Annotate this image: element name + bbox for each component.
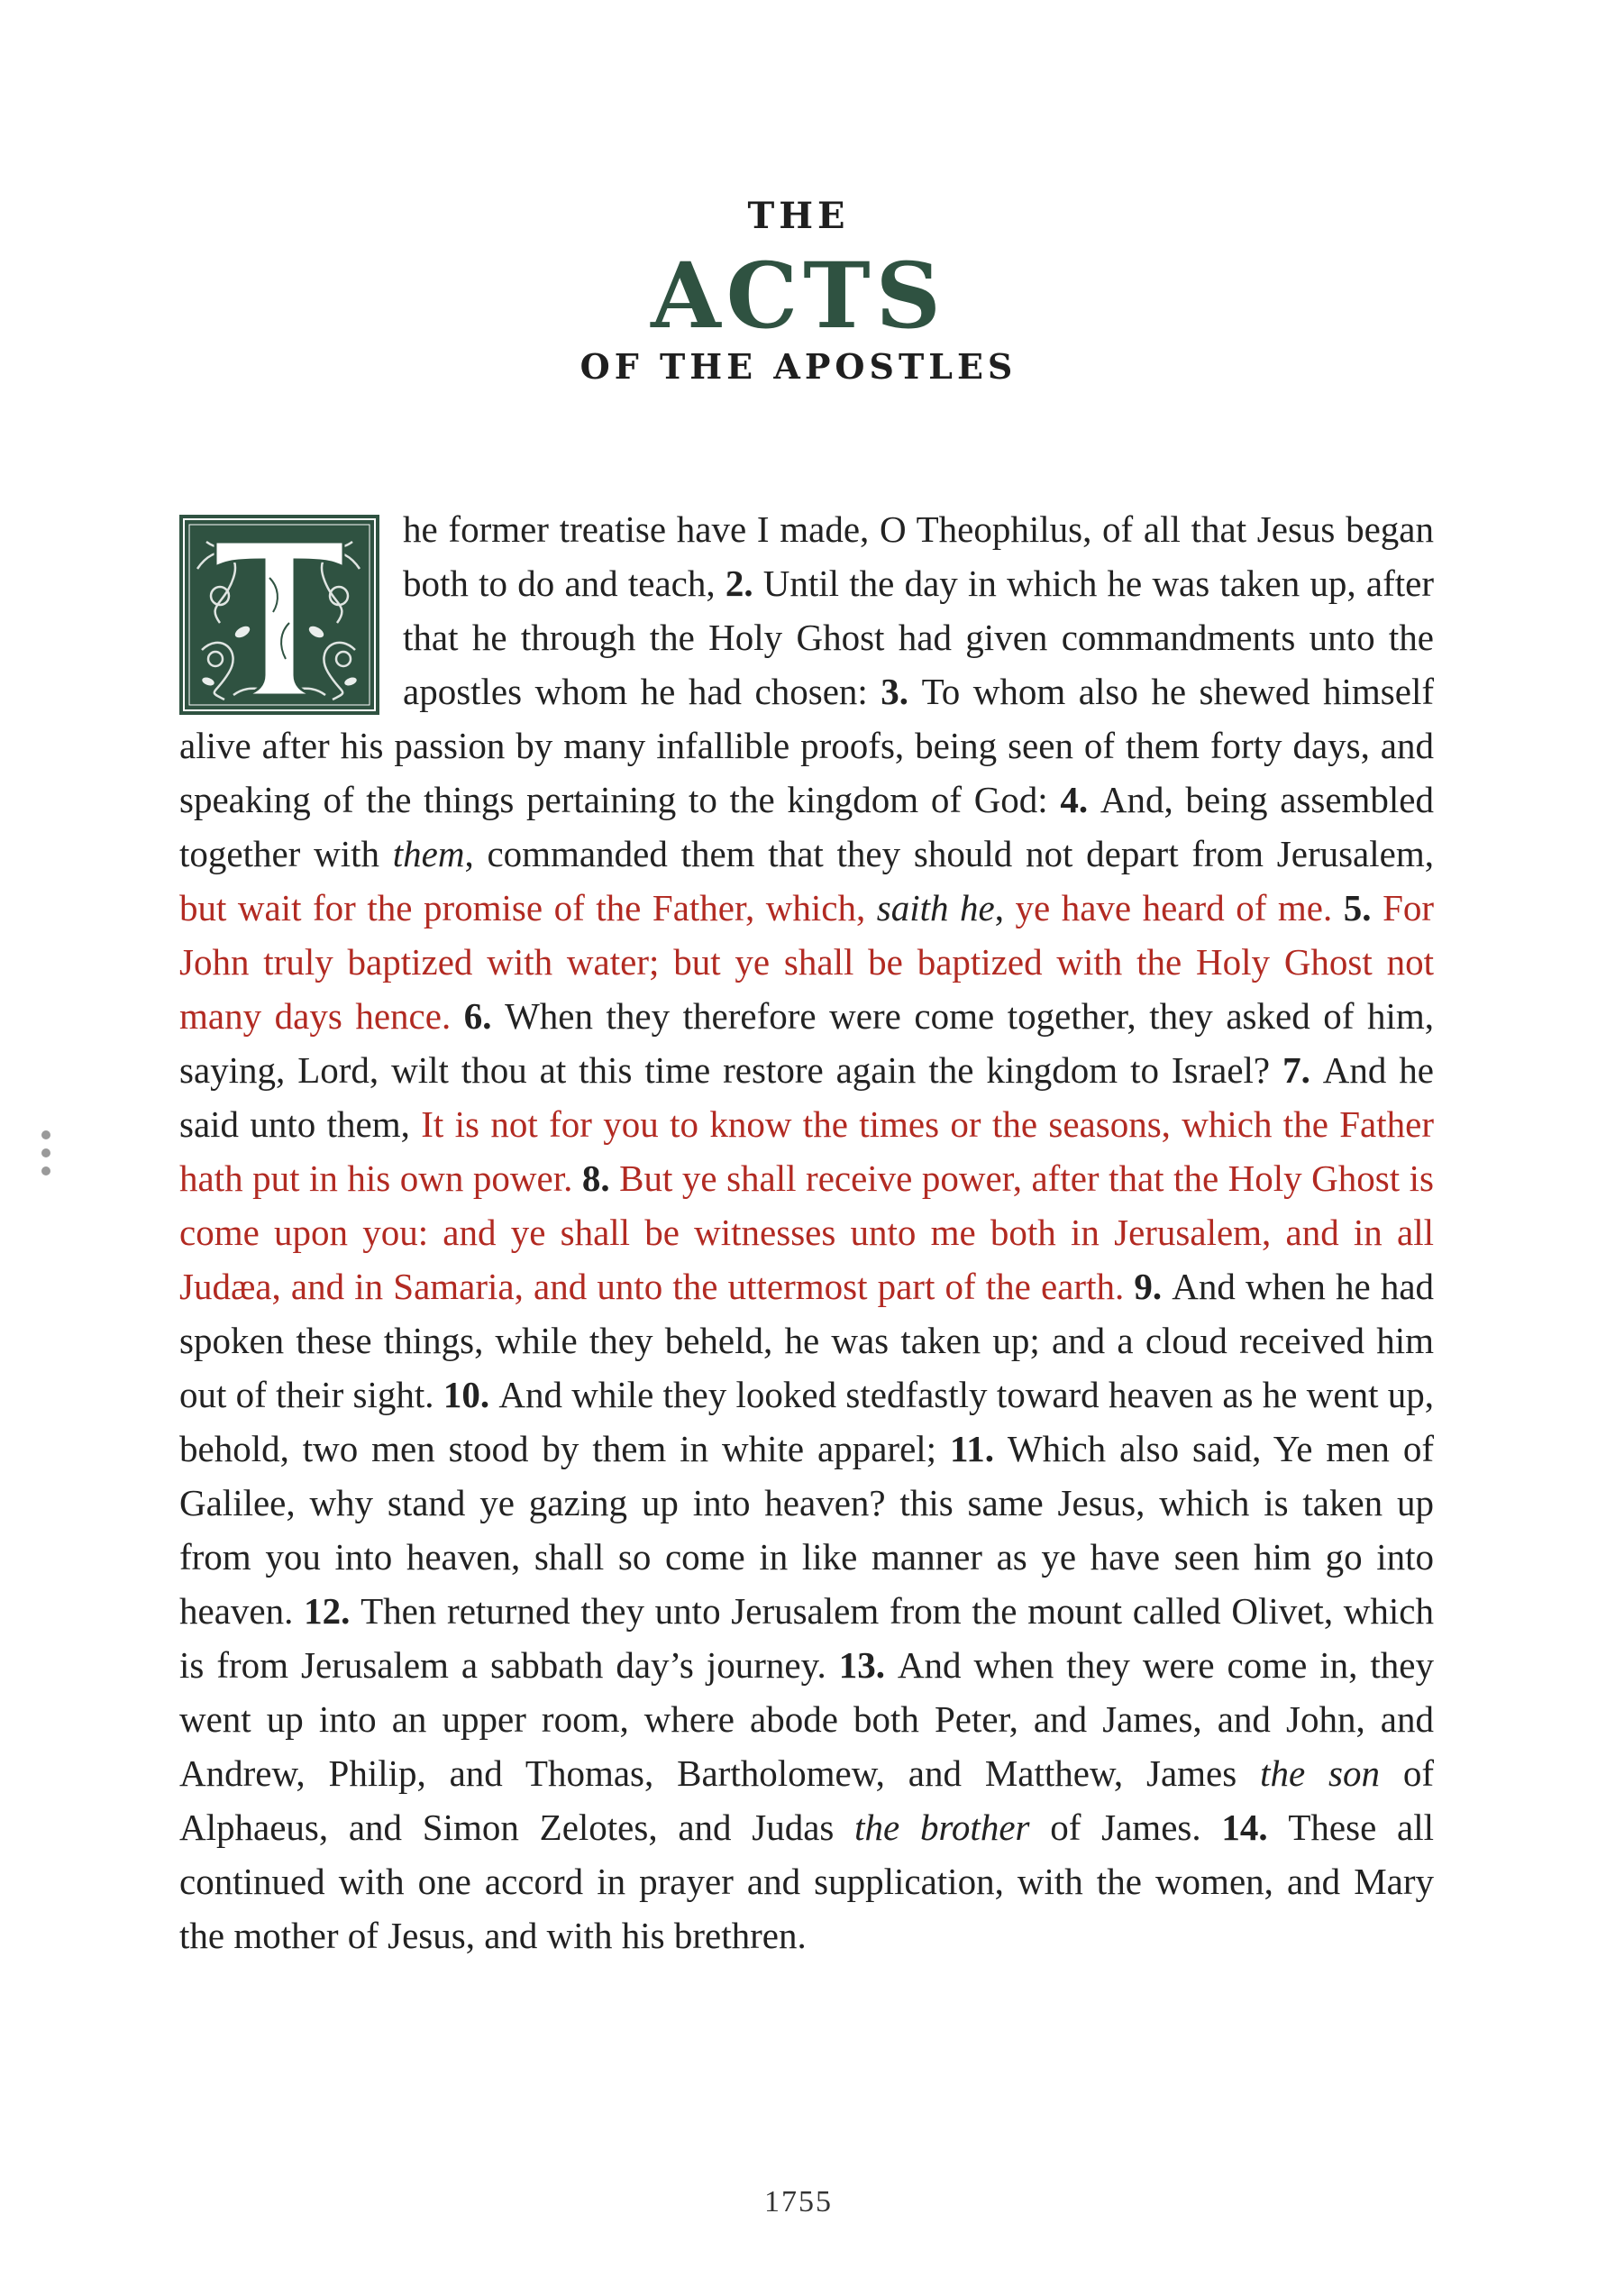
verse-text-segment: Until the day in which he was taken up, after that he through the Holy Ghost had given commandments unto the apostles whom he had chosen: — [403, 563, 1434, 712]
verse-text-segment: And, being assembled together with — [179, 779, 1434, 874]
verse-text-segment — [1332, 887, 1344, 928]
verse-text-segment: And while they looked stedfastly toward heaven as he went up, behold, two men stood by them in white apparel; — [179, 1374, 1435, 1469]
words-of-christ: but wait for the promise of the Father, which, — [179, 887, 877, 928]
verse-number: 9. — [1134, 1266, 1173, 1307]
title-sub: OF THE APOSTLES — [579, 346, 1018, 387]
verse-text-segment: them — [392, 833, 465, 874]
verse-text-segment: , — [994, 887, 1016, 928]
verse-text-segment: And when they were come in, they went up into an upper room, where abode both Peter, and James, and John, and Andrew, Philip, and Thomas, Bartholomew, and Matthew, James — [179, 1644, 1434, 1794]
verse-number: 8. — [581, 1157, 620, 1199]
title-main: ACTS — [651, 242, 946, 349]
verse-number: 12. — [304, 1590, 361, 1632]
verse-text-segment: the son — [1260, 1752, 1380, 1794]
verse-number: 5. — [1343, 887, 1383, 928]
verse-text-segment: Then returned they unto Jerusalem from the mount called Olivet, which is from Jerusalem a sabbath day’s journey. — [179, 1590, 1434, 1686]
verse-number: 7. — [1282, 1049, 1323, 1091]
verse-text-segment: And when he had spoken these things, while they beheld, he was taken up; and a cloud received him out of their sight. — [179, 1266, 1435, 1415]
verse-text-segment: To whom also he shewed himself alive after his passion by many infallible proofs, being seen of them forty days, and speaking of the things pertaining to the kingdom of God: — [179, 671, 1434, 820]
more-vertical-icon[interactable] — [36, 1130, 56, 1185]
words-of-christ: For John truly baptized with water; but ye shall be baptized with the Holy Ghost not many days hence. — [179, 887, 1435, 1037]
verse-number: 11. — [949, 1428, 1008, 1469]
title-pre: THE — [747, 195, 850, 237]
verse-number: 10. — [443, 1374, 499, 1415]
verse-number: 13. — [838, 1644, 898, 1686]
words-of-christ: It is not for you to know the times or the seasons, which the Father hath put in his own power. — [179, 1103, 1434, 1199]
verse-text-segment: And he said unto them, — [179, 1049, 1435, 1145]
verse-text-segment — [1124, 1266, 1134, 1307]
verse-text-segment: , commanded them that they should not depart from Jerusalem, — [464, 833, 1434, 874]
verse-text-segment: When they therefore were come together, they asked of him, saying, Lord, wilt thou at this time restore again the kingdom to Israel? — [179, 995, 1435, 1091]
verse-text-segment: saith he — [876, 887, 995, 928]
verse-text-segment: Which also said, Ye men of Galilee, why stand ye gazing up into heaven? this same Jesus, which is taken up from you into heaven, shall so come in like manner as ye have seen him go into heaven. — [179, 1428, 1434, 1632]
book-title — [0, 189, 1597, 389]
verse-text-segment: he former treatise have I made, O Theophilus, of all that Jesus began both to do and teach, — [403, 508, 1434, 604]
ornamental-dropcap-T-icon — [179, 515, 379, 715]
verse-number: 3. — [881, 671, 922, 712]
verse-text-segment — [451, 995, 464, 1037]
verse-number: 2. — [725, 563, 763, 604]
verse-text-segment: of James. — [1029, 1807, 1222, 1848]
verse-number: 4. — [1060, 779, 1100, 820]
verse-number: 6. — [463, 995, 506, 1037]
verse-text-segment: of Alphaeus, and Simon Zelotes, and Judas — [179, 1752, 1435, 1848]
verse-text-segment — [572, 1157, 582, 1199]
verse-text-segment: These all continued with one accord in prayer and supplication, with the women, and Mary the mother of Jesus, and with his brethren. — [179, 1807, 1435, 1956]
chapter-text — [179, 502, 1434, 1962]
words-of-christ: ye have heard of me. — [1015, 887, 1333, 928]
verse-number: 14. — [1221, 1807, 1289, 1848]
verse-text — [179, 508, 1434, 1956]
verse-text-segment: the brother — [854, 1807, 1030, 1848]
words-of-christ: But ye shall receive power, after that the Holy Ghost is come upon you: and ye shall be witnesses unto me both in Jerusalem, and in all Judæa, and in Samaria, and unto the uttermost part of the earth. — [179, 1157, 1434, 1307]
page-number: 1755 — [764, 2185, 833, 2218]
